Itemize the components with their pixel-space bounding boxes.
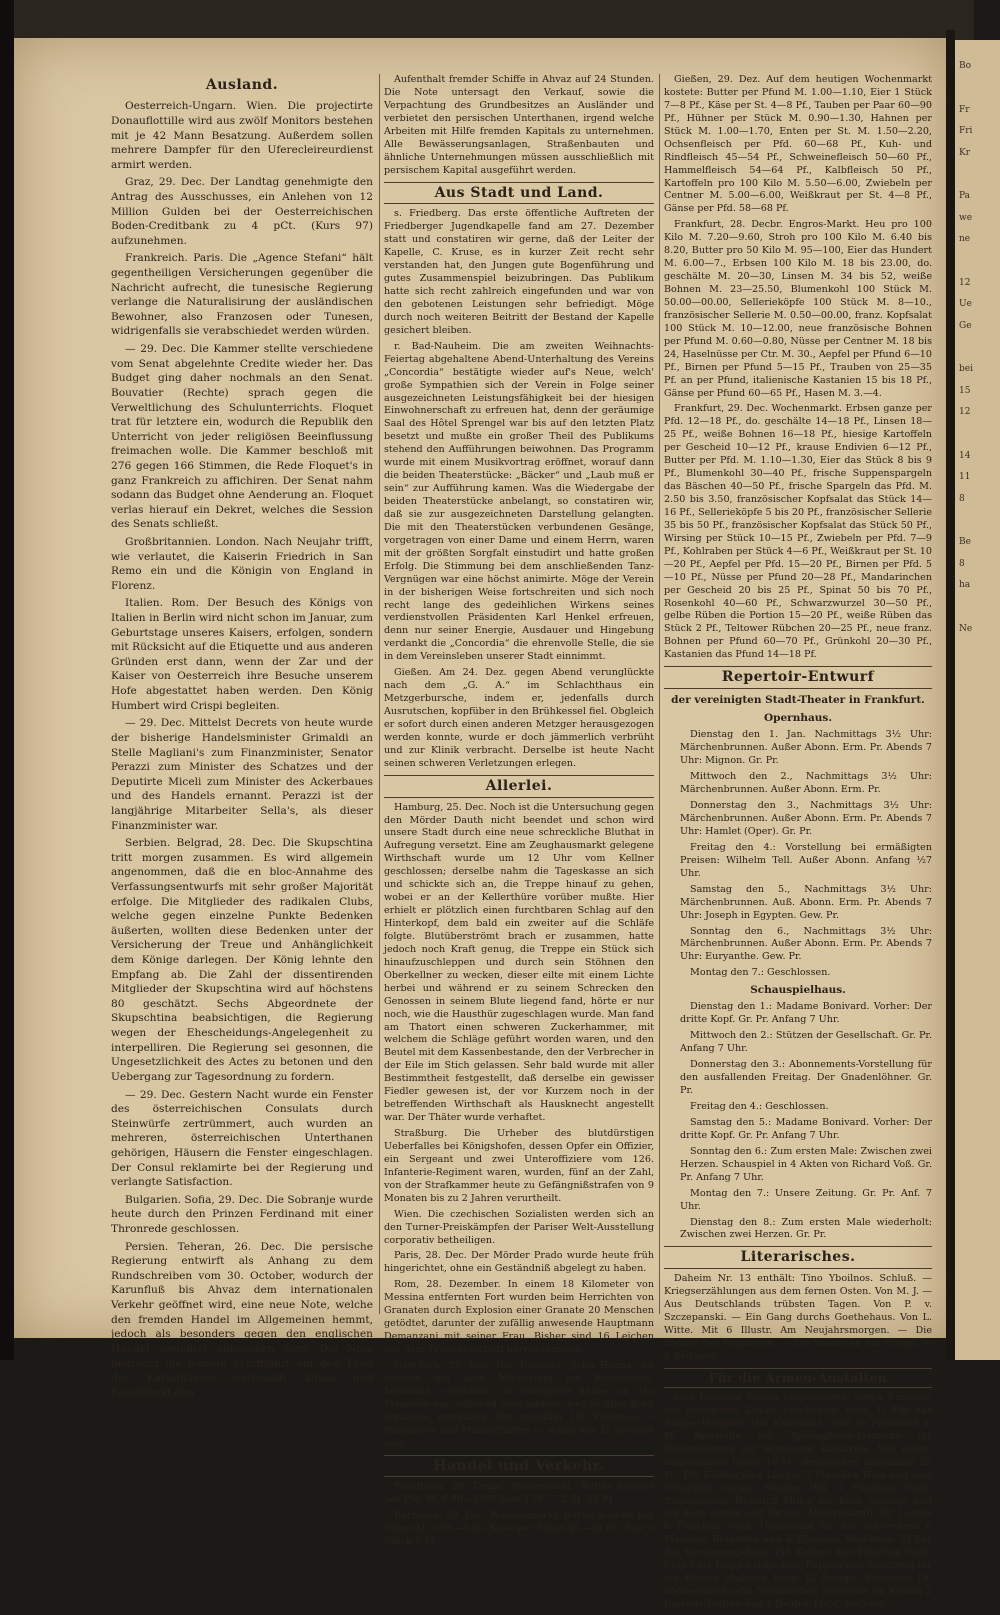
column-rule xyxy=(379,74,380,1314)
misc-news-item: Wien. Die czechischen Sozialisten werden sich an den Turner-Preiskämpfen der Pariser Welt-Ausstellung corporativ betheiligen. xyxy=(384,1208,654,1246)
persien-continuation: Aufenthalt fremder Schiffe in Ahvaz auf 24 Stunden. Die Note untersagt den Verkauf, sowie die Verpachtung des Grundbesitzes an Ausländer und verbietet den persischen Unterthanen, irgend welche Arbeiten mit Hilfe fremden Kapitals zu unternehmen. Alle Bewässerungsanlagen, Straßenbauten und ähnliche Unternehmungen müssen ausschließlich mit persischem Kapital ausgeführt werden. xyxy=(384,74,654,176)
schedule-entry: Samstag den 5., Nachmittags 3½ Uhr: Märchenbrunnen. Auß. Abonn. Erm. Pr. Abends 7 Uhr: Joseph in Egypten. Gew. Pr. xyxy=(680,883,932,921)
misc-news-item: Straßburg. Die Urheber des blutdürstigen Ueberfalles bei Königshofen, dessen Opfer ein Offizier, ein Sergeant und zwei Unteroffiziere vom 126. Infanterie-Regiment waren, wurden, fünf an der Zahl, von der Strafkammer heute zu Gefängnißstrafen von 9 Monaten bis zu 2 Jahren verurtheilt. xyxy=(384,1128,654,1204)
fragment-text: Ge xyxy=(959,320,972,331)
market-report: Friedberg, 29. Dezbr. Buttermarkt. Butter kostete per Pfd. M. 0.90—1.00. Eier 1 St. 7, 2 St. 15 Pf. xyxy=(384,1481,654,1506)
book-edge xyxy=(0,0,14,1360)
article-paragraph: Frankreich. Paris. Die „Agence Stefani“ hält gegentheiligen Versicherungen gegenüber die Nachricht aufrecht, die tunesische Regierung verlange die Naturalisirung der ausländischen Bewohner, also Franzosen oder Tunesen, widrigenfalls sie verabschiedet werden würden. xyxy=(111,252,373,338)
schauspielhaus-list xyxy=(664,1001,932,1242)
article-paragraph: — 29. Dec. Mittelst Decrets von heute wurde der bisherige Handelsminister Grimaldi an Stelle Magliani's zum Finanzminister, Senator Perazzi zum Minister des Schatzes und der Deputirte Miceli zum Minister des Ackerbaues und des Handels ernannt. Perazzi ist der langjährige Mitarbeiter Sella's, als dieser Finanzminister war. xyxy=(111,717,373,832)
column-rule xyxy=(659,74,660,1314)
adjacent-page-strip xyxy=(955,40,1000,1360)
misc-news-item: Paris, 28. Dec. Der Mörder Prado wurde heute früh hingerichtet, ohne ein Geständniß abgelegt zu haben. xyxy=(384,1250,654,1275)
article-paragraph: Italien. Rom. Der Besuch des Königs von Italien in Berlin wird nicht schon im Januar, zum Geburtstage unseres Kaisers, erfolgen, sondern mit Rücksicht auf die Etiquette und aus anderen Gründen erst dann, wenn der Zar und der Kaiser von Oesterreich ihre Besuche unserem Hofe abgestattet haben werden. Den König Humbert wird Crispi begleiten. xyxy=(111,597,373,712)
fragment-text: 12 xyxy=(959,407,971,417)
article-paragraph: Großbritannien. London. Nach Neujahr trifft, wie verlautet, die Kaiserin Friedrich in San Remo ein und die Königin von England in Florenz. xyxy=(111,535,373,592)
article-paragraph: Persien. Teheran, 26. Dec. Die persische Regierung entwirft als Anhang zu dem Rundschreiben vom 30. October, wodurch der Karunfluß bis Ahvaz dem internationalen Verkehr geöffnet wird, eine neue Note, welche den fremden Handel im Allgemeinen hemmt, jedoch als besonders gegen den englischen Handel gerichtet angesehen wird. Die Note begrenzt die fremde Schifffahrt auf den Theil des Karunflusses unterhalb Ahvaz und beschränkt den xyxy=(111,1240,373,1399)
article-paragraph: Bulgarien. Sofia, 29. Dec. Die Sobranje wurde heute durch den Prinzen Ferdinand mit einer Thronrede geschlossen. xyxy=(111,1193,373,1236)
scan-border xyxy=(14,0,974,40)
fragment-text: 15 xyxy=(959,385,971,396)
opernhaus-list xyxy=(664,729,932,980)
fragment-text: Fr xyxy=(959,104,970,115)
fragment-text: 12 xyxy=(959,277,971,288)
fragment-text: Ne xyxy=(959,623,973,634)
schedule-entry: Samstag den 5.: Madame Bonivard. Vorher: Der dritte Kopf. Gr. Pr. Anfang 7 Uhr. xyxy=(680,1116,932,1141)
misc-news-item: Rom, 28. Dezember. In einem 18 Kilometer von Messina entfernten Fort wurden beim Herrichten von Granaten durch Explosion einer Granate 20 Menschen getödtet, darunter der zufällig anwesende Hauptmann Demanzani mit seiner Frau. Bisher sind 16 Leichen aus dem Trümmerschutt hervorgezogen. xyxy=(384,1279,654,1356)
ausland-paragraphs xyxy=(111,99,373,1400)
schedule-entry: Freitag den 4.: Vorstellung bei ermäßigten Preisen: Wilhelm Tell. Außer Abonn. Anfang ½7 Uhr. xyxy=(680,841,932,879)
fragment-text: bei xyxy=(959,364,973,374)
literarisches-text: Daheim Nr. 13 enthält: Tino Yboilnos. Schluß. — Kriegserzählungen aus dem fernen Osten. Von M. J. — Aus Deutschlands trübsten Tagen. Von P. v. Szczepanski. — Ein Gang durchs Goethehaus. Von L. Witte. Mit 6 Illustr. Am Neujahrsmorgen. — Die Weiber des Propheten. — Die Walachen am Olymp. — 2 Beilagen. xyxy=(664,1273,932,1362)
fragment-text: ha xyxy=(959,580,971,590)
local-news-item: r. Bad-Nauheim. Die am zweiten Weihnachts-Feiertag abgehaltene Abend-Unterhaltung des Vereins „Concordia“ bestätigte wieder auf's Neue, welch' große Sympathien sich der Verein in Folge seiner ausgezeichneten Leistungsfähigkeit bei der hiesigen Einwohnerschaft zu erfreuen hat, denn der geräumige Saal des Hôtel Sprengel war bis auf den letzten Platz besetzt und mußte ein großer Theil des Publikums stehend den Aufführungen beiwohnen. Das Programm wurde mit einem Musikvortrag eröffnet, worauf dann die beiden Theaterstücke: „Bäcker“ und „Laub muß er sein“ zur Aufführung kamen. Was die Wiedergabe der beiden Theaterstücke anbelangt, so constatiren wir, daß sie zur ausgezeichneten Darstellung gelangten. Die mit den Theaterstücken verbundenen Gesänge, vorgetragen von einer Dame und einem Herrn, waren mit der größten Sorgfalt einstudirt und hatte großen Erfolg. Die Stimmung bei dem anschließenden Tanz-Vergnügen war eine höchst animirte. Möge der Verein in der bisherigen Weise fortschreiten und sich noch recht lange des gedeihlichen Wirkens seines verdienstvollen Präsidenten Karl Henkel erfreuen, denn nur seiner Energie, Ausdauer und Hingebung verdankt die „Concordia“ die ehrenvolle Stelle, die sie in dem Vereinsleben unserer Stadt einnimmt. xyxy=(384,340,654,663)
repertoir-subtitle: der vereinigten Stadt-Theater in Frankfurt. xyxy=(671,694,925,707)
market-paragraphs xyxy=(664,74,932,662)
section-heading-stadt-land: Aus Stadt und Land. xyxy=(384,182,654,205)
local-news-item: s. Friedberg. Das erste öffentliche Auftreten der Friedberger Jugendkapelle fand am 27. Dezember statt und constatiren wir gerne, daß der Leiter der Kapelle, C. Kruse, es in kurzer Zeit recht sehr verstanden hat, den Jungen gute Bogenführung und gutes Zusammenspiel beizubringen. Das Publikum hatte sich recht zahlreich eingefunden und war von den gebotenen Leistungen sehr befriedigt. Möge durch noch weiteren Beitritt der Bestand der Kapelle gesichert bleiben. xyxy=(384,208,654,336)
schedule-entry: Dienstag den 1.: Madame Bonivard. Vorher: Der dritte Kopf. Gr. Pr. Anfang 7 Uhr. xyxy=(680,1001,932,1026)
schauspielhaus-label: Schauspielhaus. xyxy=(750,984,846,997)
market-report: Frankfurt, 29. Dec. Wochenmarkt. Erbsen ganze per Pfd. 12—18 Pf., do. geschälte 14—18 Pf., Linsen 18—25 Pf., weiße Bohnen 16—18 Pf., hiesige Kartoffeln per Gescheid 10—12 Pf., krause Endivien 6—12 Pf., Butter per Pfd. M. 1.10—1.30, Eier das Stück 8 bis 9 Pf., Blumenkohl 30—40 Pf., frische Suppenspargeln das Bäschen 40—50 Pf., frische Spargeln das Pfd. M. 2.50 bis 3.50, französischer Kopfsalat das Stück 14—16 Pf., Sellerieköpfe 5 bis 20 Pf., französischer Sellerie 35 bis 50 Pf., französischer Kopfsalat das Stück 50 Pf., Wirsing per Stück 10—15 Pf., Zwiebeln per Pfd. 7—9 Pf., Kohlraben per Stück 4—6 Pf., Weißkraut per St. 10—20 Pf., Aepfel per Pfd. 15—20 Pf., Birnen per Pfd. 5—10 Pf., Nüsse per Pfund 20—28 Pf., Mandarinchen per Gescheid 20 bis 25 Pf., Spinat 50 bis 70 Pf., Rosenkohl 40—60 Pf., Schwarzwurzel 30—50 Pf., gelbe Rüben die Portion 15—20 Pf., weiße Rüben das Stück 2 Pf., Teltower Rübchen 20—25 Pf., neue franz. Bohnen per Pfund 60—70 Pf., Grünkohl 20—30 Pf., Kastanien das Pfund 14—18 Pf. xyxy=(664,403,932,661)
article-paragraph: Oesterreich-Ungarn. Wien. Die projectirte Donauflottille wird aus zwölf Monitors bestehen mit je 42 Mann Besatzung. Außerdem sollen mehrere Dampfer für den Uferecleireurdienst armirt werden. xyxy=(111,100,373,171)
fragment-text: 8 xyxy=(959,493,965,504)
fragment-text: we xyxy=(959,212,973,223)
schedule-entry: Sonntag den 6., Nachmittags 3½ Uhr: Märchenbrunnen. Außer Abonn. Erm. Pr. Abends 7 Uhr: Euryanthe. Gew. Pr. xyxy=(680,925,932,963)
fragment-text: Fri xyxy=(959,126,973,136)
section-heading-allerlei: Allerlei. xyxy=(384,775,654,798)
article-paragraph: Graz, 29. Dec. Der Landtag genehmigte den Antrag des Ausschusses, ein Anlehen von 12 Million Gulden bei der Oesterreichischen Boden-Creditbank zu 4 pCt. (Kurs 97) aufzunehmen. xyxy=(111,176,373,247)
section-heading-ausland: Ausland. xyxy=(205,77,279,93)
stadt-land-paragraphs xyxy=(384,208,654,770)
section-heading-armen: Für die Armen-Anstalten xyxy=(664,1368,932,1388)
market-report: Butzbach, 29. Dec. Wochenmarkt. Butter kostete per Pfund M. 1.05—0.00, Käse per Pfund 45—46 Pf., Eier 1 Stück 7 Pf. xyxy=(384,1510,654,1548)
schedule-entry: Mittwoch den 2., Nachmittags 3½ Uhr: Märchenbrunnen. Außer Abonn. Erm. Pr. xyxy=(680,771,932,796)
misc-news-item: New-York, 25. Dec. Der Dampfer „John Hanna“ ist gestern auf dem Mississippi bei Plaquemins, Louisiana, verbrannt. 30 Passagiere kamen in den Flammen um, während viele andere, welche über Bord sprangen, ertranken. Von ungefähr 100 Personen — Passagiere und Mannschaften — sollen nur 12 gerettet sein. xyxy=(384,1359,654,1449)
fragment-text: Pa xyxy=(959,191,971,201)
fragment-text: 14 xyxy=(959,450,971,461)
fragment-text: Bo xyxy=(959,61,972,71)
schedule-entry: Montag den 7.: Unsere Zeitung. Gr. Pr. Anf. 7 Uhr. xyxy=(680,1187,932,1212)
armen-text: sind folgende Gaben eingegangen, deren Empfang mit herzlichem Danke bescheinigt wird. 1) Für das Bürger-Hospital: Von Kaufmann Groß in Frankfurt a. M. Bettstelle mit Sprungfeder-Matratze für Dienstleistung der Schwester Katharine. Von einem ungenannten Geber 10 M., desgleichen ungenannt 25 M., Frl. Kellner eine Lampe, 3 Flaschen Wein und eine Schachtel Cacao, Rentier Hill 3 Flaschen Wein, Zimmermann Heinrich Füller ein Korb Gemüse und ein Korb Aepfel und Birnen, Medizinalrath Dr. Lorenz 6 Flaschen Wein, Ungenannt für die Schwestern 6 Flaschen Rothwein und 6 Flaschen Weißwein. 2) Für das Versorgungshaus: Frl. Kellner drei Flaschen Wein, Frau Carl Trapp Lebkuchen, Puppen und Spielzeug für die Kinder, Stallrath Koob 12 Schlips, Professor Dr. Weissenbach zehn Notizbücher, Professor Dr. Köstlin 2 Jugendschriften und 1 Deldruckbild, Rechner xyxy=(664,1392,932,1611)
misc-news-item: Hamburg, 25. Dec. Noch ist die Untersuchung gegen den Mörder Dauth nicht beendet und schon wird unsere Stadt durch eine neue schreckliche Bluthat in Aufregung versetzt. Eine am Zeughausmarkt gelegene Wirthschaft wurde um 12 Uhr vom Kellner geschlossen; derselbe nahm die Tageskasse an sich und schickte sich an, die Treppe hinauf zu gehen, wobei er an der Kellerthüre vorüber mußte. Hier erhielt er plötzlich einen furchtbaren Schlag auf den Hinterkopf, dem bald ein zweiter auf die Schläfe folgte. Blutüberströmt brach er zusammen, hatte jedoch noch Kraft genug, die Treppe ein Stück sich hinaufzuschleppen und durch sein Stöhnen den Oberkellner zu wecken, dieser eilte mit einem Lichte herbei und während er zu seinem Schrecken den Genossen in seinem Blute liegend fand, hörte er nur noch, wie die Hausthür zugeschlagen wurde. Man fand am Thatort einen schweren Zuckerhammer, mit welchem die Schläge geführt worden waren, und den Beutel mit dem Kassenbestande, den der Verbrecher in der Eile im Stich gelassen. Sehr bald wurde mit aller Bestimmtheit festgestellt, daß derselbe ein gewisser Fiedler gewesen ist, der vor Kurzem noch in der betreffenden Wirthschaft als Hausknecht angestellt war. Der Thäter wurde verhaftet. xyxy=(384,801,654,1124)
schedule-entry: Mittwoch den 2.: Stützen der Gesellschaft. Gr. Pr. Anfang 7 Uhr. xyxy=(680,1030,932,1055)
article-paragraph: — 29. Dec. Die Kammer stellte verschiedene vom Senat abgelehnte Credite wieder her. Das Budget ging daher nochmals an den Senat. Bouvatier (Rechte) sprach gegen die Verweltlichung des Schulunterrichts. Floquet trat für letztere ein, wodurch die Republik den Unterricht von jeder religiösen Beeinflussung freimachen wolle. Die Kammer beschloß mit 276 gegen 166 Stimmen, die Rede Floquet's in ganz Frankreich zu affichiren. Der Senat nahm sodann das Budget ohne Aenderung an. Floquet verlas hierauf ein Dekret, welches die Session des Senats schließt. xyxy=(111,343,373,531)
fragment-text: 11 xyxy=(959,472,971,482)
market-report: Frankfurt, 28. Decbr. Engros-Markt. Heu pro 100 Kilo M. 7.20—9.60, Stroh pro 100 Kilo M. 6.40 bis 8.20, Butter pro 50 Kilo M. 95—100, Eier das Hundert M. 6.00—7., Erbsen 100 Kilo M. 18 bis 23.00, do. geschälte M. 20—30, Linsen M. 34 bis 52, weiße Bohnen M. 23—25.50, Blumenkohl 100 Stück M. 50.00—00.00, Sellerieköpfe 100 Stück M. 8—10., französischer Sellerie M. 0.50—00.00, franz. Kopfsalat 100 Stück M. 10—12.00, neue französische Bohnen per Pfund M. 0.60—0.80, Nüsse per Centner M. 18 bis 24, Haselnüsse per Ctr. M. 30., Aepfel per Pfund 6—10 Pf., Birnen per Pfund 5—15 Pf., Trauben von 25—35 Pf. an per Pfund, italienische Kastanien 15 bis 18 Pf., Gänse per Pfund 60—65 Pf., Hasen M. 3.—4. xyxy=(664,219,932,399)
fragment-text: Be xyxy=(959,537,971,547)
section-heading-handel: Handel und Verkehr. xyxy=(384,1455,654,1478)
article-paragraph: Serbien. Belgrad, 28. Dec. Die Skupschtina tritt morgen zusammen. Es wird allgemein angenommen, daß die en bloc-Annahme des Verfassungsentwurfs mit sehr großer Majorität erfolge. Die Mitglieder des radikalen Clubs, welche gegen einzelne Punkte Bedenken äußerten, wollten diese Bedenken unter der Versicherung der Treue und Anhänglichkeit dem Könige darlegen. Der König lehnte den Empfang ab. Die Zahl der dissentirenden Mitglieder der Skupschtina wird auf höchstens 80 geschätzt. Sechs Abgeordnete der Skupschtina beabsichtigen, die Regierung wegen der Ehescheidungs-Angelegenheit zu interpelliren. Die Regierung sei gesonnen, die Ungesetzlichkeit des Actes zu betonen und den Uebergang zur Tagesordnung zu fordern. xyxy=(111,837,373,1083)
fragment-text: 8 xyxy=(959,558,965,569)
fragment-text: Ue xyxy=(959,299,972,309)
allerlei-paragraphs xyxy=(384,802,654,1451)
local-news-item: Gießen. Am 24. Dez. gegen Abend verunglückte nach dem „G. A.“ im Schlachthaus ein Metzgerbursche, indem er, jedenfalls durch Ausrutschen, kopfüber in den Brühkessel fiel. Obgleich er sofort durch einen anderen Metzger herausgezogen werden konnte, wurde er doch jämmerlich verbrüht und zur Klinik verbracht. Derselbe ist heute Nacht seinen schweren Verletzungen erlegen. xyxy=(384,667,654,769)
schedule-entry: Dienstag den 1. Jan. Nachmittags 3½ Uhr: Märchenbrunnen. Außer Abonn. Erm. Pr. Abends 7 Uhr: Mignon. Gr. Pr. xyxy=(680,729,932,767)
article-paragraph: — 29. Dec. Gestern Nacht wurde ein Fenster des österreichischen Consulats durch Steinwürfe zertrümmert, auch wurden an mehreren, österreichischen Unterthanen gehörigen, Häusern die Fenster eingeschlagen. Der Consul reklamirte bei der Regierung und verlangte Satisfaction. xyxy=(111,1088,373,1189)
market-report: Gießen, 29. Dez. Auf dem heutigen Wochenmarkt kostete: Butter per Pfund M. 1.00—1.10, Eier 1 Stück 7—8 Pf., Käse per St. 4—8 Pf., Tauben per Paar 60—90 Pf., Hühner per Stück M. 0.90—1.30, Hahnen per Stück M. 1.00—1.70, Enten per St. M. 1.50—2.20, Ochsenfleisch per Pfd. 60—68 Pf., Kuh- und Rindfleisch 45—54 Pf., Schweinefleisch 50—60 Pf., Hammelfleisch 54—64 Pf., Kalbfleisch 50 Pf., Kartoffeln pro 100 Kilo M. 5.50—6.00, Zwiebeln per Centner M. 5.00—6.00, Weißkraut per St. 4—8 Pf., Gänse per Pfd. 58—68 Pf. xyxy=(664,74,932,215)
fragment-text: Kr xyxy=(959,147,971,158)
schedule-entry: Freitag den 4.: Geschlossen. xyxy=(690,1101,829,1113)
column-ausland xyxy=(111,74,373,1403)
schedule-entry: Dienstag den 8.: Zum ersten Male wiederholt: Zwischen zwei Herzen. Gr. Pr. xyxy=(680,1216,932,1241)
schedule-entry: Donnerstag den 3.: Abonnements-Vorstellung für den ausfallenden Freitag. Der Gnadenlöhner. Gr. Pr. xyxy=(680,1059,932,1097)
page-gutter xyxy=(946,30,955,1360)
schedule-entry: Donnerstag den 3., Nachmittags 3½ Uhr: Märchenbrunnen. Außer Abonn. Erm. Pr. Abends 7 Uhr: Hamlet (Oper). Gr. Pr. xyxy=(680,800,932,837)
schedule-entry: Montag den 7.: Geschlossen. xyxy=(690,967,831,979)
schedule-entry: Sonntag den 6.: Zum ersten Male: Zwischen zwei Herzen. Schauspiel in 4 Akten von Richard Voß. Gr. Pr. Anfang 7 Uhr. xyxy=(680,1145,932,1183)
column-middle xyxy=(384,74,654,1552)
adjacent-page-fragments xyxy=(955,40,1000,636)
handel-paragraphs xyxy=(384,1481,654,1549)
column-right xyxy=(664,74,932,1615)
section-heading-repertoir: Repertoir-Entwurf xyxy=(664,666,932,689)
opernhaus-label: Opernhaus. xyxy=(764,712,832,725)
section-heading-literarisches: Literarisches. xyxy=(664,1246,932,1269)
fragment-text: ne xyxy=(959,234,971,244)
